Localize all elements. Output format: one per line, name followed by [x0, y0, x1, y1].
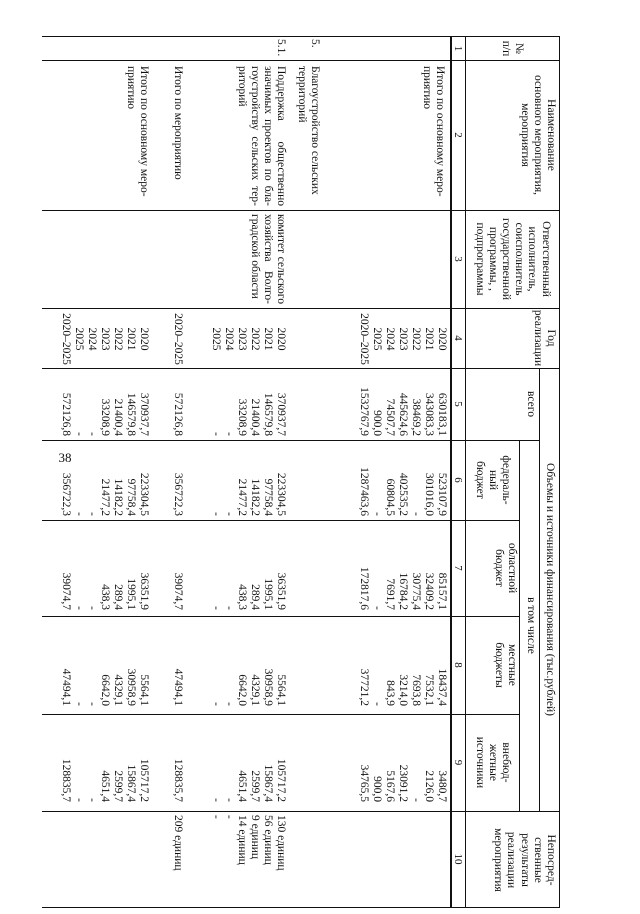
row-total-main-2-years: 2020 2021 2022 2023 2024 2025 2020–2025 [60, 313, 150, 365]
row-total-main-2-federal: 223304,5 97758,4 14182,2 21477,2 - - 356722,3 [60, 472, 150, 516]
row-5-1-federal: 223304,5 97758,4 14182,2 21477,2 - - [210, 472, 287, 516]
header-num: № п/п [500, 40, 526, 57]
row-5-1-executor: комитет сельского хозяйства Волго-градской области [249, 214, 287, 304]
header-regional: областной бюджет [492, 542, 518, 594]
financing-table [42, 36, 560, 908]
row-5-1-results: 130 единиц 56 единиц 9 единиц 14 единиц - - [210, 815, 287, 871]
header-financing: Объемы и источники финансирования (тыс.рублей) [544, 463, 557, 716]
table-body [42, 36, 450, 908]
row-total-event-total: 572126,8 [172, 392, 184, 436]
row-total-main-1-extra: 3480,7 2126,0 - 23091,2 5167,6 900,0 34765,5 [358, 764, 448, 802]
header-including: в том числе [524, 597, 537, 654]
row-total-main-2-local: 5564,1 30958,9 4329,1 6642,0 - - 47494,1 [60, 668, 150, 706]
row-5-1-regional: 36351,9 1995,1 289,4 438,3 - - [210, 572, 287, 610]
row-total-main-1-local: 18437,4 7532,1 7693,8 3214,0 843,9 - 37721,2 [358, 668, 448, 706]
row-total-main-1-total: 630183,1 343083,3 38469,2 445624,6 74507,7 900,0 1532767,9 [358, 387, 448, 436]
row-total-main-2-total: 370937,7 146579,8 21400,4 33208,9 - - 572126,8 [60, 392, 150, 436]
header-federal: федераль- ный бюджет [473, 455, 513, 505]
header-results: Непосред- ственные результаты реализации мероприятия [492, 828, 557, 892]
column-numbers-row [450, 36, 466, 908]
header-total: всего [524, 391, 537, 417]
header-year: Год реализации [531, 309, 557, 367]
page-number: 38 [58, 450, 72, 465]
row-section-5-name: Благоустройство сельских территорий [296, 66, 321, 195]
colnum-4: 4 [452, 335, 464, 341]
colnum-8: 8 [452, 662, 464, 668]
row-section-5-num: 5. [309, 39, 321, 48]
row-total-event-years: 2020–2025 [172, 313, 184, 365]
row-5-1-total: 370937,7 146579,8 21400,4 33208,9 - - [210, 392, 287, 436]
row-total-event-federal: 356722,3 [172, 472, 184, 516]
row-total-main-2-name: Итого по основному меро- приятию [125, 66, 150, 197]
header-executor: Ответственный исполнитель, соисполнитель государственной программы, , подпрограммы [473, 218, 552, 300]
row-total-main-2-extra: 105717,2 15867,4 2599,7 4651,4 - - 128835,7 [60, 758, 150, 802]
row-total-main-1-federal: 523107,9 301016,0 - 402535,2 60804,5 - 1287463,6 [358, 467, 448, 516]
colnum-1: 1 [452, 45, 464, 52]
row-total-event-local: 47494,1 [172, 668, 184, 706]
header-local: местные бюджеты [492, 642, 518, 688]
row-5-1-years: 2020 2021 2022 2023 2024 2025 [210, 327, 287, 351]
row-total-main-1-regional: 85157,1 32409,2 30775,4 16784,2 7691,7 - 172817,6 [358, 566, 448, 610]
colnum-3: 3 [452, 256, 464, 262]
row-total-main-1-name: Итого по основному меро- приятию [421, 66, 446, 197]
row-total-event-extra: 128835,7 [172, 758, 184, 802]
colnum-9: 9 [452, 759, 464, 766]
header-name: Наименование основного мероприятия, мероприятия [518, 74, 557, 195]
header-extra: внебюд- жетные источники [473, 736, 513, 789]
colnum-7: 7 [452, 565, 464, 571]
colnum-10: 10 [452, 853, 464, 865]
colnum-2: 2 [452, 132, 464, 138]
colnum-6: 6 [452, 477, 464, 483]
row-total-main-1-years: 2020 2021 2022 2023 2024 2025 2020–2025 [358, 313, 448, 365]
row-total-event-regional: 39074,7 [172, 572, 184, 610]
row-5-1-local: 5564,1 30958,9 4329,1 6642,0 - - [210, 668, 287, 706]
row-5-1-name: Поддержка общественно значимых проектов по бла-гоустройству сельских тер-риторий [236, 66, 287, 206]
row-total-main-2-regional: 36351,9 1995,1 289,4 438,3 - - 39074,7 [60, 572, 150, 610]
row-total-event-name: Итого по мероприятию [172, 66, 184, 180]
row-5-1-extra: 105717,2 15867,4 2599,7 4651,4 - - [210, 758, 287, 802]
table-header [466, 36, 560, 908]
row-total-event-results: 209 единиц [172, 815, 184, 871]
colnum-5: 5 [452, 401, 464, 407]
row-5-1-num: 5.1. [275, 39, 287, 57]
